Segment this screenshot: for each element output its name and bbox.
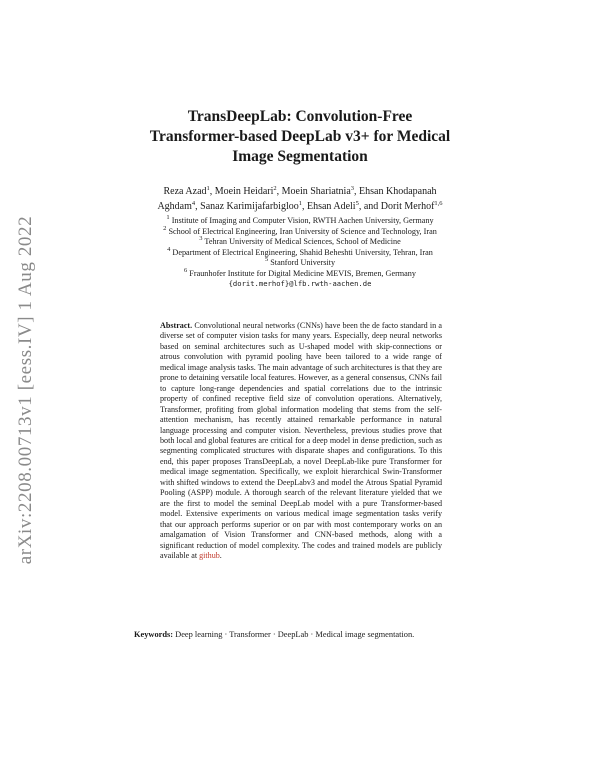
- title-line-3: Image Segmentation: [232, 148, 368, 165]
- author-name: Aghdam: [157, 201, 192, 212]
- affiliation-item: $^5$ Stanford University: [264, 256, 336, 267]
- author-affil-mark: 5: [355, 200, 359, 207]
- author-line: Reza Azad$^1$, Moein Heidari$^2$, Moein Shariatnia$^3$, Ehsan Khodapanah: [163, 185, 437, 197]
- title-line-1: TransDeepLab: Convolution-Free: [187, 108, 413, 125]
- author-name: Moein Shariatnia: [281, 186, 351, 197]
- abstract-label: Abstract.: [160, 321, 193, 330]
- author-name: Moein Heidari: [214, 186, 274, 197]
- contact-email[interactable]: {dorit.merhof}@lfb.rwth-aachen.de: [228, 279, 372, 288]
- author-name: Dorit Merhof: [380, 201, 435, 212]
- author-affil-mark: 1: [206, 185, 210, 192]
- paper-title: [120, 107, 480, 167]
- keywords-label: Keywords:: [134, 630, 174, 639]
- affiliation-item: $^4$ Department of Electrical Engineering, Shahid Beheshti University, Tehran, Iran: [167, 245, 433, 257]
- arxiv-identifier: arXiv:2208.00713v1 [eess.IV] 1 Aug 2022: [15, 215, 36, 565]
- author-affil-mark: 2: [273, 185, 277, 192]
- affiliation-item: $^6$ Fraunhofer Institute for Digital Medicine MEVIS, Bremen, Germany: [184, 266, 416, 278]
- arxiv-sidebar: [13, 190, 39, 590]
- affiliation-item: $^1$ Institute of Imaging and Computer Vision, RWTH Aachen University, Germany: [166, 214, 434, 225]
- affiliation-list: [110, 216, 490, 290]
- affiliation-item: $^3$ Tehran University of Medical Sciences, School of Medicine: [199, 235, 401, 246]
- keywords: [134, 629, 467, 641]
- author-name: Reza Azad: [163, 186, 207, 197]
- author-affil-mark: 3: [350, 185, 355, 192]
- author-name: Ehsan Adeli: [306, 201, 356, 212]
- github-link[interactable]: github: [199, 550, 220, 560]
- author-name: Ehsan Khodapanah: [359, 186, 437, 197]
- affiliation-item: $^2$ School of Electrical Engineering, Iran University of Science and Technology, Iran: [163, 224, 437, 236]
- author-affil-mark: 4: [191, 200, 196, 207]
- author-list: [140, 184, 460, 214]
- author-name: Sanaz Karimijafarbigloo: [200, 201, 299, 212]
- abstract: Abstract. Convolutional neural networks (CNNs) have been the de facto standard in a diverse set of computer vision tasks for many years. Especially, deep neural networks based on seminal architectures such as U-shaped model with skip-connections or atrous convolution with pyramid pooling have been tailored to a wide range of medical image analysis tasks. The main advantage of such architectures is that they are prone to detaining versatile local features. However, as a general consensus, CNNs fail to capture long-range dependencies and spatial correlations due to the intrinsic property of confined receptive field size of convolution operations. Alternatively, Transformer, profiting from global information modeling that stems from the self-attention mechanism, has recently attained remarkable performance in natural language processing and computer vision. Nevertheless, previous studies prove that both local and global features are critical for a deep model in dense prediction, such as segmenting complicated structures with disparate shapes and configurations. To this end, this paper proposes TransDeepLab, a novel DeepLab-like pure Transformer for medical image segmentation. Specifically, we exploit hierarchical Swin-Transformer with shifted windows to extend the DeepLabv3 and model the Atrous Spatial Pyramid Pooling (ASPP) module. A thorough search of the relevant literature yielded that we are the first to model the seminal DeepLab model with a pure Transformer-based model. Extensive experiments on various medical image segmentation tasks verify that our approach performs superior or on par with most contemporary works on an amalgamation of Vision Transformer and CNN-based methods, along with a significant reduction of model complexity. The codes and trained models are publicly available at github.: [160, 321, 442, 560]
- keywords-text: Deep learning · Transformer · DeepLab · Medical image segmentation.: [175, 630, 415, 639]
- author-affil-mark: 1,6: [434, 200, 443, 207]
- author-line: Aghdam$^4$, Sanaz Karimijafarbigloo$^1$, Ehsan Adeli$^5$, and Dorit Merhof$^{1,6}$: [157, 200, 443, 212]
- abstract-body: Convolutional neural networks (CNNs) have been the de facto standard in a diverse set of computer vision tasks for many years. Especially, deep neural networks based on seminal architectures such as U-shaped model with skip-connections or atrous convolution with pyramid pooling have been tailored to a wide range of medical image analysis tasks. The main advantage of such architectures is that they are prone to detaining versatile local features. However, as a general consensus, CNNs fail to capture long-range dependencies and spatial correlations due to the intrinsic property of confined receptive field size of convolution operations. Alternatively, Transformer, profiting from global information modeling that stems from the self-attention mechanism, has recently attained remarkable performance in natural language processing and computer vision. Nevertheless, previous studies prove that both local and global features are critical for a deep model in dense prediction, such as segmenting complicated structures with disparate shapes and configurations. To this end, this paper proposes TransDeepLab, a novel DeepLab-like pure Transformer for medical image segmentation. Specifically, we exploit hierarchical Swin-Transformer with shifted windows to extend the DeepLabv3 and model the Atrous Spatial Pyramid Pooling (ASPP) module. A thorough search of the relevant literature yielded that we are the first to model the seminal DeepLab model with a pure Transformer-based model. Extensive experiments on various medical image segmentation tasks verify that our approach performs superior or on par with most contemporary works on an amalgamation of Vision Transformer and CNN-based methods, along with a significant reduction of model complexity. The codes and trained models are publicly available at: [160, 321, 442, 560]
- author-affil-mark: 1: [298, 200, 302, 207]
- title-line-2: Transformer-based DeepLab v3+ for Medical: [149, 128, 451, 145]
